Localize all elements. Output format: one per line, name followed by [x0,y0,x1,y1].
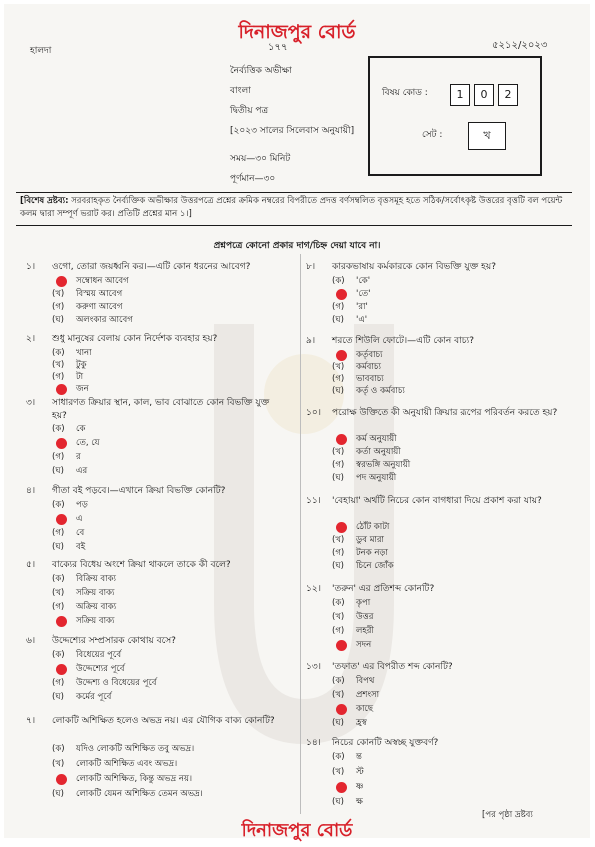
answer-option [332,473,396,484]
option-text: বিস্ময় আবেগ [76,289,123,299]
question-text: গীতা বই পড়বে।—এখানে ক্রিয়া বিভক্তি কোনটি? [52,486,226,496]
option-text: যদিও লোকটি অশিক্ষিত তবু অভদ্র। [76,744,195,754]
option-letter: (ঘ) [332,561,344,571]
option-text: কৃপা [356,598,371,608]
option-text: উত্তর [356,612,374,622]
answer-option [332,460,410,471]
question-text: সাধারণত ক্রিয়ার স্থান, কাল, ভাব বোঝাতে কোন বিভক্তি যুক্ত হয়? [52,398,270,421]
option-letter: (গ) [52,528,65,538]
answer-option [52,528,84,539]
question-number: ৬। [26,636,36,646]
board-title: দিনাজপুর বোর্ড [238,21,356,43]
option-text: বিধেয়ের পূর্বে [76,650,122,660]
syllabus-note: [২০২৩ সালের সিলেবাস অনুযায়ী] [230,126,355,136]
option-text: কর্তৃবাচ্য [356,350,383,360]
answer-option [332,612,373,623]
answer-option [332,561,394,572]
answer-option [52,348,92,359]
option-text: কর্মের পূর্বে [76,692,112,702]
instructions-label: [বিশেষ দ্রষ্টব্য: [20,196,69,206]
option-letter: (ক) [332,676,345,686]
option-letter: (খ) [332,535,345,545]
option-text: চিনে জোঁক [356,561,394,571]
option-text: লোকটি যেমন অশিক্ষিত তেমন অভদ্র। [76,789,203,799]
answer-option [52,360,87,371]
answer-option [52,602,116,613]
option-letter: (ক) [52,574,65,584]
answer-option [52,650,121,661]
answer-option [332,718,367,729]
option-text: বিপথ [356,676,375,686]
question-text: 'বেহায়া' অর্থটি নিচের কোন বাগধারা দিয়ে প্রকাশ করা যায়? [332,496,542,506]
option-letter: (গ) [332,302,345,312]
marked-answer-bubble [336,640,347,651]
question-number: ২। [26,334,36,344]
option-text: উদ্দেশ্যের পূর্বে [76,664,125,674]
marked-answer-bubble [56,276,67,287]
answer-option [332,548,388,559]
option-text: বই [76,542,86,552]
answer-option [332,690,379,701]
marked-answer-bubble [56,384,67,395]
continue-note: [পর পৃষ্ঠা দ্রষ্টব্য [482,810,533,820]
answer-option [52,500,88,511]
answer-option [332,302,368,313]
option-letter: (ঘ) [52,466,64,476]
subject-code-digit: 2 [498,84,518,106]
question-number: ৮। [306,262,316,272]
answer-option [52,588,114,599]
option-text: কাছে [356,704,373,714]
option-text: টনক নড়া [356,548,388,558]
option-letter: (গ) [332,374,345,384]
answer-option [332,447,401,458]
answer-option [332,276,370,287]
option-letter: (খ) [52,588,65,598]
subject-code-digit: 0 [474,84,494,106]
answer-option [52,372,83,383]
board-footer: দিনাজপুর বোর্ড [241,820,353,841]
option-letter: (ক) [52,424,65,434]
marked-answer-bubble [56,774,67,785]
option-letter: (খ) [332,690,345,700]
answer-option [52,744,194,755]
column-divider [300,254,301,814]
option-text: অক্রিয় বাক্য [76,602,117,612]
option-letter: (খ) [332,447,345,457]
time-limit: সময়—৩০ মিনিট [230,154,291,164]
answer-option [52,574,116,585]
option-text: সক্রিয় বাক্য [76,588,115,598]
option-text: টুকু [76,360,87,370]
marked-answer-bubble [336,704,347,715]
question-number: ৪। [26,486,36,496]
option-letter: (ঘ) [332,797,344,807]
option-letter: (ঘ) [52,542,64,552]
answer-option [52,678,157,689]
question-number: ৫। [26,560,36,570]
option-text: ঠোঁট কাটা [356,522,390,532]
code-box [368,56,542,176]
option-text: কর্তা অনুযায়ী [356,447,401,457]
marked-answer-bubble [336,434,347,445]
option-text: 'তে' [356,289,371,299]
option-text: ভাববাচ্য [356,374,384,384]
question-text: 'তফাত' এর বিপরীত শব্দ কোনটি? [332,662,453,672]
option-text: করুণা আবেগ [76,302,123,312]
answer-option [52,759,177,770]
marked-answer-bubble [56,616,67,627]
exam-code: ১৭৭ [268,42,288,53]
option-text: তে, যে [76,438,100,448]
answer-option [52,774,192,785]
option-text: কর্তৃ ও কর্মবাচ্য [356,386,405,396]
option-text: কর্মবাচ্য [356,362,381,372]
option-text: স্বরভঙ্গি অনুযায়ী [356,460,411,470]
option-text: লোকটি অশিক্ষিত, কিন্তু অভদ্র নয়। [76,774,192,784]
option-text: বিক্রিয় বাক্য [76,574,117,584]
marked-answer-bubble [336,782,347,793]
question-number: ১১। [306,496,321,506]
answer-option [52,315,133,326]
option-letter: (খ) [332,362,345,372]
marked-answer-bubble [336,350,347,361]
option-text: ন্ত [356,752,362,762]
answer-option [332,374,384,385]
paper-name: দ্বিতীয় পত্র [230,106,269,116]
instructions-text: সরবরাহকৃত নৈর্ব্যক্তিক অভীক্ষার উত্তরপত্রে প্রশ্নের ক্রমিক নম্বরের বিপরীতে প্রদত্ত বর্ণসম্বলিত বৃত্তসমূহ হতে সঠিক/সর্বোৎকৃষ্ট উত্তরের বৃত্তটি বল পয়েন্ট কলম দ্বারা সম্পূর্ণ ভরাট কর। প্রতিটি প্রশ্নের মান ১।] [20,196,563,219]
question-text: শুধু মানুষের বেলায় কোন নির্দেশক ব্যবহার হয়? [52,334,218,344]
watermark-logo [174,304,434,784]
answer-option [332,598,370,609]
question-number: ১৪। [306,738,321,748]
question-number: ৭। [26,716,36,726]
option-text: ক্ষ [356,797,363,807]
answer-option [52,692,111,703]
question-text: উদ্দেশ্যের সম্প্রসারক কোথায় বসে? [52,636,176,646]
question-number: ১। [26,262,36,272]
option-text: লোকটি অশিক্ষিত এবং অভদ্র। [76,759,178,769]
option-text: পদ অনুযায়ী [356,473,397,483]
option-text: এর [76,466,88,476]
option-letter: (ঘ) [52,692,64,702]
option-text: 'এ' [356,315,368,325]
subject-code-label: বিষয় কোড : [382,88,428,98]
option-letter: (ক) [332,598,345,608]
option-letter: (খ) [52,289,65,299]
option-letter: (ক) [52,348,65,358]
option-text: উদ্দেশ্য ও বিধেয়ের পূর্বে [76,678,157,688]
option-letter: (ক) [52,744,65,754]
option-text: ষ্ণ [356,782,364,792]
question-text: ওগো, তোরা জয়ধ্বনি কর।—এটি কোন ধরনের আবেগ? [52,262,251,272]
option-letter: (ঘ) [52,315,64,325]
answer-option [52,289,122,300]
answer-option [332,535,384,546]
question-number: ৩। [26,398,36,408]
option-letter: (ক) [332,752,345,762]
option-text: সদন [356,640,372,650]
question-text: শরতে শিউলি ফোটে।—এটি কোন বাচ্য? [332,336,474,346]
question-text: নিচের কোনটি অস্বচ্ছ যুক্তবর্ণ? [332,738,439,748]
question-text: পরোক্ষ উক্তিতে কী অনুযায়ী ক্রিয়ার রূপের পরিবর্তন করতে হয়? [332,408,558,418]
question-number: ১২। [306,584,321,594]
option-text: কে [76,424,86,434]
option-letter: (ক) [52,650,65,660]
answer-option [332,752,362,763]
answer-option [52,302,122,313]
marked-answer-bubble [56,664,67,675]
answer-option [332,362,381,373]
option-letter: (খ) [52,360,65,370]
option-letter: (খ) [332,612,345,622]
option-letter: (খ) [332,767,345,777]
option-text: কর্ম অনুযায়ী [356,434,397,444]
option-text: জন [76,384,89,394]
instructions [16,192,572,226]
answer-option [332,315,367,326]
option-text: 'কে' [356,276,371,286]
question-number: ১০। [306,408,321,418]
warning-line: প্রশ্নপত্রে কোনো প্রকার দাগ/চিহ্ন দেয়া যাবে না। [213,241,381,251]
question-number: ৯। [306,336,316,346]
option-text: সম্বোধন আবেগ [76,276,129,286]
answer-option [52,789,203,800]
marked-answer-bubble [56,514,67,525]
option-letter: (ক) [332,276,345,286]
full-marks: পূর্ণমান—৩০ [230,174,276,184]
option-text: লহরী [356,626,374,636]
answer-option [332,386,405,397]
option-text: টা [76,372,84,382]
option-text: অলংকার আবেগ [76,315,133,325]
answer-option [52,452,81,463]
question-text: কারকভাষায় কর্মকারকে কোন বিভক্তি যুক্ত হয়? [332,262,496,272]
option-text: বে [76,528,85,538]
option-letter: (গ) [52,372,65,382]
answer-option [332,767,364,778]
answer-option [332,676,374,687]
option-letter: (গ) [52,678,65,688]
option-text: স্ট [356,767,364,777]
set-name: হালদা [30,46,52,56]
question-number: ১৩। [306,662,321,672]
option-letter: (গ) [52,302,65,312]
answer-option [332,626,374,637]
option-letter: (গ) [52,452,65,462]
option-letter: (ঘ) [332,386,344,396]
option-text: সক্রিয় বাক্য [76,616,115,626]
marked-answer-bubble [336,289,347,300]
exam-type: নৈর্ব্যত্তিক অভীক্ষা [230,66,292,76]
option-text: এ [76,514,83,524]
set-value: খ [468,122,506,150]
option-letter: (গ) [52,602,65,612]
option-letter: (গ) [332,626,345,636]
option-text: পড় [76,500,88,510]
option-letter: (ঘ) [332,315,344,325]
question-paper [4,4,590,841]
answer-option [52,542,85,553]
option-text: 'রা' [356,302,368,312]
option-text: র [76,452,81,462]
set-field-label: সেট : [422,130,443,140]
subject-code-digit: 1 [450,84,470,106]
option-letter: (গ) [332,460,345,470]
question-text: 'তরুন' এর প্রতিশব্দ কোনটি? [332,584,435,594]
marked-answer-bubble [56,438,67,449]
option-text: হ্রস্ব [356,718,367,728]
option-letter: (ঘ) [332,718,344,728]
option-letter: (খ) [52,759,65,769]
serial-number: ৫২১২/২০২৩ [492,40,548,51]
answer-option [52,466,87,477]
marked-answer-bubble [336,522,347,533]
question-text: বাক্যের বিধেয় অংশে ক্রিয়া থাকলে তাকে কী বলে? [52,560,231,570]
option-text: ডুব মারা [356,535,385,545]
option-letter: (ক) [52,500,65,510]
option-letter: (ঘ) [332,473,344,483]
option-letter: (গ) [332,548,345,558]
answer-option [52,424,85,435]
option-letter: (ঘ) [52,789,64,799]
subject-name: বাংলা [230,86,251,96]
answer-option [332,797,363,808]
question-text: লোকটি অশিক্ষিত হলেও অভদ্র নয়। এর যৌগিক বাক্য কোনটি? [52,716,275,726]
option-text: প্রশংসা [356,690,380,700]
option-text: খানা [76,348,92,358]
